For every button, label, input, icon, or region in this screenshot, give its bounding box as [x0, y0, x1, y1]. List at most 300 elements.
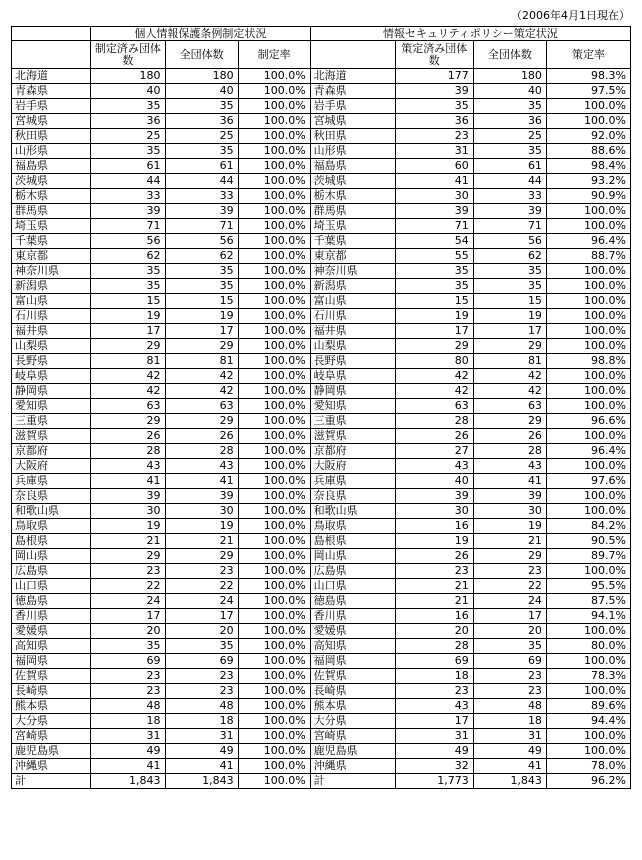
- table-row: [12, 534, 631, 549]
- prefecture-name: 山形県: [12, 144, 91, 159]
- adopted-rate: 89.7%: [546, 549, 630, 564]
- prefecture-name: 徳島県: [12, 594, 91, 609]
- total-count: 39: [165, 204, 238, 219]
- prefecture-name: 長野県: [12, 354, 91, 369]
- table-row: [12, 114, 631, 129]
- prefecture-name: 沖縄県: [310, 759, 395, 774]
- prefecture-name: 岩手県: [12, 99, 91, 114]
- table-row: [12, 99, 631, 114]
- total-count: 19: [165, 309, 238, 324]
- left-col-total-header: 全団体数: [165, 41, 238, 69]
- adopted-count: 31: [395, 144, 473, 159]
- total-count: 44: [473, 174, 546, 189]
- total-count: 1,843: [165, 774, 238, 789]
- total-count: 49: [473, 744, 546, 759]
- adopted-rate: 78.3%: [546, 669, 630, 684]
- adopted-count: 49: [395, 744, 473, 759]
- total-count: 35: [473, 639, 546, 654]
- total-count: 17: [165, 324, 238, 339]
- total-count: 19: [165, 519, 238, 534]
- enacted-count: 41: [91, 759, 165, 774]
- enacted-rate: 100.0%: [238, 324, 310, 339]
- prefecture-name: 三重県: [310, 414, 395, 429]
- table-row: [12, 204, 631, 219]
- adopted-count: 26: [395, 549, 473, 564]
- enacted-rate: 100.0%: [238, 384, 310, 399]
- total-count: 42: [165, 384, 238, 399]
- prefecture-name: 大阪府: [310, 459, 395, 474]
- enacted-rate: 100.0%: [238, 99, 310, 114]
- prefecture-name: 宮城県: [12, 114, 91, 129]
- adopted-rate: 89.6%: [546, 699, 630, 714]
- blank-header-cell: [310, 41, 395, 69]
- total-count: 35: [165, 99, 238, 114]
- adopted-count: 31: [395, 729, 473, 744]
- table-row: [12, 504, 631, 519]
- adopted-count: 42: [395, 384, 473, 399]
- prefecture-name: 滋賀県: [12, 429, 91, 444]
- prefecture-name: 山口県: [310, 579, 395, 594]
- total-count: 25: [473, 129, 546, 144]
- adopted-rate: 100.0%: [546, 279, 630, 294]
- table-row: [12, 579, 631, 594]
- adopted-rate: 95.5%: [546, 579, 630, 594]
- prefecture-name: 静岡県: [310, 384, 395, 399]
- adopted-count: 60: [395, 159, 473, 174]
- total-label: 計: [12, 774, 91, 789]
- prefecture-name: 新潟県: [12, 279, 91, 294]
- date-note: （2006年4月1日現在）: [511, 9, 630, 22]
- adopted-count: 23: [395, 684, 473, 699]
- enacted-count: 81: [91, 354, 165, 369]
- enacted-count: 29: [91, 339, 165, 354]
- adopted-count: 18: [395, 669, 473, 684]
- total-count: 17: [165, 609, 238, 624]
- adopted-rate: 97.5%: [546, 84, 630, 99]
- enacted-count: 61: [91, 159, 165, 174]
- prefecture-name: 和歌山県: [12, 504, 91, 519]
- total-count: 42: [473, 369, 546, 384]
- prefecture-name: 山梨県: [310, 339, 395, 354]
- adopted-rate: 100.0%: [546, 684, 630, 699]
- enacted-rate: 100.0%: [238, 444, 310, 459]
- adopted-rate: 100.0%: [546, 654, 630, 669]
- prefecture-name: 滋賀県: [310, 429, 395, 444]
- enacted-count: 23: [91, 564, 165, 579]
- total-count: 35: [473, 99, 546, 114]
- total-count: 43: [165, 459, 238, 474]
- total-count: 44: [165, 174, 238, 189]
- prefecture-name: 栃木県: [12, 189, 91, 204]
- total-count: 35: [473, 279, 546, 294]
- prefecture-name: 福井県: [12, 324, 91, 339]
- enacted-count: 71: [91, 219, 165, 234]
- enacted-rate: 100.0%: [238, 294, 310, 309]
- enacted-rate: 100.0%: [238, 129, 310, 144]
- prefecture-name: 福岡県: [12, 654, 91, 669]
- table-row: [12, 309, 631, 324]
- prefecture-name: 群馬県: [12, 204, 91, 219]
- prefecture-name: 長野県: [310, 354, 395, 369]
- enacted-rate: 100.0%: [238, 504, 310, 519]
- prefecture-name: 新潟県: [310, 279, 395, 294]
- enacted-count: 35: [91, 279, 165, 294]
- total-count: 81: [473, 354, 546, 369]
- enacted-rate: 100.0%: [238, 189, 310, 204]
- column-header-row: [12, 41, 631, 69]
- adopted-count: 32: [395, 759, 473, 774]
- total-count: 35: [473, 264, 546, 279]
- adopted-count: 36: [395, 114, 473, 129]
- enacted-count: 17: [91, 609, 165, 624]
- adopted-count: 23: [395, 564, 473, 579]
- enacted-count: 33: [91, 189, 165, 204]
- enacted-rate: 100.0%: [238, 309, 310, 324]
- adopted-rate: 100.0%: [546, 339, 630, 354]
- adopted-rate: 90.9%: [546, 189, 630, 204]
- prefecture-name: 岡山県: [12, 549, 91, 564]
- prefecture-name: 岩手県: [310, 99, 395, 114]
- table-row: [12, 624, 631, 639]
- enacted-rate: 100.0%: [238, 474, 310, 489]
- adopted-count: 21: [395, 579, 473, 594]
- table-row: [12, 174, 631, 189]
- prefecture-name: 北海道: [310, 69, 395, 84]
- adopted-count: 30: [395, 189, 473, 204]
- enacted-rate: 100.0%: [238, 114, 310, 129]
- prefecture-name: 広島県: [12, 564, 91, 579]
- total-count: 62: [165, 249, 238, 264]
- total-enacted-count: 1,843: [91, 774, 165, 789]
- adopted-rate: 88.7%: [546, 249, 630, 264]
- total-count: 23: [165, 684, 238, 699]
- adopted-count: 28: [395, 639, 473, 654]
- total-count: 36: [165, 114, 238, 129]
- enacted-count: 62: [91, 249, 165, 264]
- total-count: 20: [473, 624, 546, 639]
- table-row: [12, 354, 631, 369]
- adopted-rate: 100.0%: [546, 744, 630, 759]
- total-count: 35: [165, 144, 238, 159]
- enacted-count: 22: [91, 579, 165, 594]
- total-count: 25: [165, 129, 238, 144]
- prefecture-name: 東京都: [12, 249, 91, 264]
- prefecture-name: 北海道: [12, 69, 91, 84]
- adopted-count: 35: [395, 264, 473, 279]
- enacted-rate: 100.0%: [238, 624, 310, 639]
- adopted-count: 43: [395, 699, 473, 714]
- total-count: 35: [473, 144, 546, 159]
- total-count: 41: [473, 759, 546, 774]
- prefecture-name: 秋田県: [12, 129, 91, 144]
- prefecture-name: 千葉県: [12, 234, 91, 249]
- total-count: 31: [165, 729, 238, 744]
- prefecture-name: 香川県: [12, 609, 91, 624]
- adopted-count: 35: [395, 279, 473, 294]
- prefecture-name: 神奈川県: [310, 264, 395, 279]
- prefecture-name: 長崎県: [310, 684, 395, 699]
- adopted-rate: 94.1%: [546, 609, 630, 624]
- total-count: 69: [165, 654, 238, 669]
- enacted-rate: 100.0%: [238, 249, 310, 264]
- adopted-rate: 80.0%: [546, 639, 630, 654]
- prefecture-name: 群馬県: [310, 204, 395, 219]
- enacted-rate: 100.0%: [238, 594, 310, 609]
- adopted-rate: 100.0%: [546, 204, 630, 219]
- table-row: [12, 159, 631, 174]
- total-count: 29: [165, 549, 238, 564]
- total-count: 17: [473, 609, 546, 624]
- table-row: [12, 519, 631, 534]
- prefecture-name: 熊本県: [12, 699, 91, 714]
- right-col-total-header: 全団体数: [473, 41, 546, 69]
- total-count: 42: [473, 384, 546, 399]
- total-count: 49: [165, 744, 238, 759]
- enacted-rate: 100.0%: [238, 399, 310, 414]
- table-row: [12, 474, 631, 489]
- prefecture-name: 岐阜県: [12, 369, 91, 384]
- total-count: 17: [473, 324, 546, 339]
- total-count: 71: [165, 219, 238, 234]
- adopted-count: 30: [395, 504, 473, 519]
- adopted-rate: 87.5%: [546, 594, 630, 609]
- total-count: 35: [165, 279, 238, 294]
- total-count: 23: [165, 564, 238, 579]
- enacted-count: 25: [91, 129, 165, 144]
- table-row: [12, 384, 631, 399]
- table-row: [12, 459, 631, 474]
- prefecture-name: 島根県: [310, 534, 395, 549]
- total-count: 22: [473, 579, 546, 594]
- enacted-rate: 100.0%: [238, 414, 310, 429]
- adopted-rate: 100.0%: [546, 369, 630, 384]
- enacted-count: 35: [91, 639, 165, 654]
- total-row: [12, 774, 631, 789]
- total-enacted-rate: 100.0%: [238, 774, 310, 789]
- enacted-rate: 100.0%: [238, 579, 310, 594]
- enacted-rate: 100.0%: [238, 549, 310, 564]
- total-count: 29: [473, 414, 546, 429]
- enacted-rate: 100.0%: [238, 144, 310, 159]
- total-count: 39: [165, 489, 238, 504]
- adopted-count: 17: [395, 324, 473, 339]
- total-count: 29: [165, 339, 238, 354]
- prefecture-name: 山形県: [310, 144, 395, 159]
- prefecture-name: 東京都: [310, 249, 395, 264]
- adopted-count: 16: [395, 519, 473, 534]
- left-col-count-header: 制定済み団体数: [91, 41, 165, 69]
- table-row: [12, 669, 631, 684]
- total-count: 63: [473, 399, 546, 414]
- prefecture-name: 埼玉県: [310, 219, 395, 234]
- table-row: [12, 399, 631, 414]
- enacted-rate: 100.0%: [238, 489, 310, 504]
- table-row: [12, 144, 631, 159]
- total-count: 21: [473, 534, 546, 549]
- adopted-count: 69: [395, 654, 473, 669]
- adopted-rate: 96.4%: [546, 234, 630, 249]
- adopted-rate: 98.3%: [546, 69, 630, 84]
- enacted-rate: 100.0%: [238, 429, 310, 444]
- prefecture-name: 千葉県: [310, 234, 395, 249]
- total-count: 26: [165, 429, 238, 444]
- right-section-title: 情報セキュリティポリシー策定状況: [310, 27, 630, 41]
- table-row: [12, 129, 631, 144]
- enacted-count: 19: [91, 309, 165, 324]
- enacted-count: 49: [91, 744, 165, 759]
- total-count: 31: [473, 729, 546, 744]
- enacted-rate: 100.0%: [238, 534, 310, 549]
- enacted-rate: 100.0%: [238, 564, 310, 579]
- prefecture-name: 大阪府: [12, 459, 91, 474]
- prefecture-name: 三重県: [12, 414, 91, 429]
- table-row: [12, 594, 631, 609]
- prefecture-name: 京都府: [310, 444, 395, 459]
- adopted-count: 55: [395, 249, 473, 264]
- prefecture-name: 大分県: [12, 714, 91, 729]
- total-count: 39: [473, 489, 546, 504]
- enacted-count: 39: [91, 489, 165, 504]
- adopted-rate: 100.0%: [546, 504, 630, 519]
- prefecture-name: 宮崎県: [12, 729, 91, 744]
- total-count: 42: [165, 369, 238, 384]
- adopted-count: 42: [395, 369, 473, 384]
- total-count: 29: [473, 339, 546, 354]
- total-count: 69: [473, 654, 546, 669]
- table-row: [12, 264, 631, 279]
- adopted-rate: 100.0%: [546, 309, 630, 324]
- prefecture-name: 鳥取県: [310, 519, 395, 534]
- total-count: 63: [165, 399, 238, 414]
- total-label: 計: [310, 774, 395, 789]
- adopted-rate: 100.0%: [546, 729, 630, 744]
- prefecture-name: 熊本県: [310, 699, 395, 714]
- total-count: 41: [165, 474, 238, 489]
- enacted-count: 19: [91, 519, 165, 534]
- prefecture-name: 長崎県: [12, 684, 91, 699]
- table-row: [12, 549, 631, 564]
- adopted-count: 17: [395, 714, 473, 729]
- enacted-rate: 100.0%: [238, 759, 310, 774]
- table-row: [12, 564, 631, 579]
- total-count: 28: [473, 444, 546, 459]
- total-count: 48: [473, 699, 546, 714]
- prefecture-name: 静岡県: [12, 384, 91, 399]
- adopted-rate: 98.4%: [546, 159, 630, 174]
- prefecture-name: 福島県: [310, 159, 395, 174]
- adopted-count: 39: [395, 84, 473, 99]
- prefecture-name: 奈良県: [12, 489, 91, 504]
- total-count: 20: [165, 624, 238, 639]
- prefecture-name: 和歌山県: [310, 504, 395, 519]
- prefecture-name: 岡山県: [310, 549, 395, 564]
- adopted-count: 21: [395, 594, 473, 609]
- prefecture-name: 福井県: [310, 324, 395, 339]
- total-count: 30: [165, 504, 238, 519]
- adopted-count: 71: [395, 219, 473, 234]
- adopted-rate: 100.0%: [546, 459, 630, 474]
- table-row: [12, 324, 631, 339]
- prefecture-status-table: [11, 26, 631, 789]
- adopted-rate: 90.5%: [546, 534, 630, 549]
- total-count: 62: [473, 249, 546, 264]
- prefecture-name: 広島県: [310, 564, 395, 579]
- prefecture-name: 山口県: [12, 579, 91, 594]
- enacted-count: 35: [91, 99, 165, 114]
- prefecture-name: 福島県: [12, 159, 91, 174]
- enacted-rate: 100.0%: [238, 519, 310, 534]
- adopted-count: 19: [395, 534, 473, 549]
- prefecture-name: 島根県: [12, 534, 91, 549]
- total-count: 35: [165, 639, 238, 654]
- enacted-count: 44: [91, 174, 165, 189]
- adopted-rate: 100.0%: [546, 489, 630, 504]
- total-count: 39: [473, 204, 546, 219]
- enacted-rate: 100.0%: [238, 264, 310, 279]
- prefecture-name: 茨城県: [12, 174, 91, 189]
- total-count: 35: [165, 264, 238, 279]
- total-count: 40: [165, 84, 238, 99]
- table-row: [12, 444, 631, 459]
- adopted-rate: 100.0%: [546, 99, 630, 114]
- prefecture-name: 青森県: [12, 84, 91, 99]
- prefecture-name: 鹿児島県: [12, 744, 91, 759]
- table-row: [12, 699, 631, 714]
- adopted-rate: 100.0%: [546, 624, 630, 639]
- prefecture-name: 高知県: [12, 639, 91, 654]
- total-count: 29: [473, 549, 546, 564]
- total-count: 33: [473, 189, 546, 204]
- table-row: [12, 414, 631, 429]
- table-row: [12, 684, 631, 699]
- enacted-count: 36: [91, 114, 165, 129]
- adopted-rate: 100.0%: [546, 219, 630, 234]
- enacted-rate: 100.0%: [238, 714, 310, 729]
- prefecture-name: 福岡県: [310, 654, 395, 669]
- prefecture-name: 宮城県: [310, 114, 395, 129]
- enacted-rate: 100.0%: [238, 219, 310, 234]
- adopted-rate: 96.6%: [546, 414, 630, 429]
- adopted-rate: 92.0%: [546, 129, 630, 144]
- enacted-count: 17: [91, 324, 165, 339]
- enacted-count: 180: [91, 69, 165, 84]
- total-count: 19: [473, 309, 546, 324]
- adopted-rate: 94.4%: [546, 714, 630, 729]
- enacted-count: 40: [91, 84, 165, 99]
- prefecture-name: 愛知県: [12, 399, 91, 414]
- enacted-count: 30: [91, 504, 165, 519]
- prefecture-name: 京都府: [12, 444, 91, 459]
- total-count: 30: [473, 504, 546, 519]
- total-count: 19: [473, 519, 546, 534]
- enacted-count: 48: [91, 699, 165, 714]
- enacted-count: 39: [91, 204, 165, 219]
- adopted-count: 15: [395, 294, 473, 309]
- enacted-rate: 100.0%: [238, 459, 310, 474]
- total-count: 180: [165, 69, 238, 84]
- prefecture-name: 愛媛県: [310, 624, 395, 639]
- table-row: [12, 279, 631, 294]
- enacted-count: 28: [91, 444, 165, 459]
- prefecture-name: 愛知県: [310, 399, 395, 414]
- enacted-count: 35: [91, 144, 165, 159]
- blank-header-cell: [12, 41, 91, 69]
- adopted-count: 29: [395, 339, 473, 354]
- adopted-count: 54: [395, 234, 473, 249]
- enacted-count: 43: [91, 459, 165, 474]
- enacted-rate: 100.0%: [238, 699, 310, 714]
- total-count: 23: [473, 684, 546, 699]
